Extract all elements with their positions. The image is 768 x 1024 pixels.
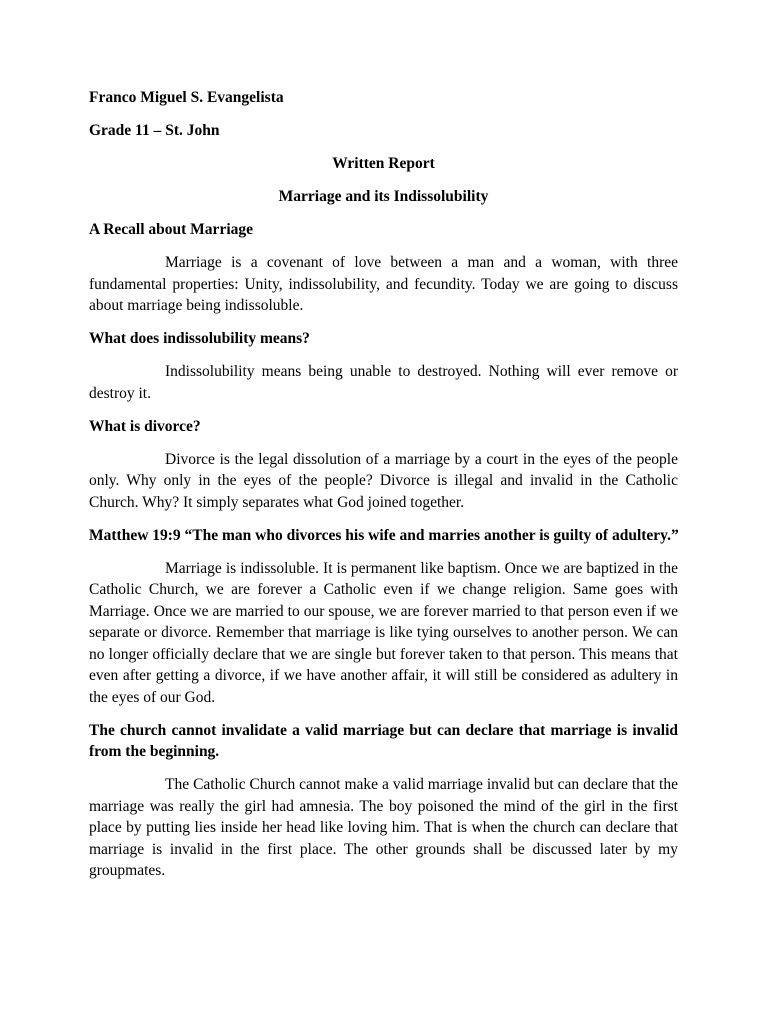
report-title: Marriage and its Indissolubility bbox=[278, 188, 489, 205]
section-heading-church-invalidate: The church cannot invalidate a valid marriage but can declare that marriage is invalid from the beginning. bbox=[89, 721, 678, 760]
author-name: Franco Miguel S. Evangelista bbox=[89, 89, 284, 106]
paragraph-marriage-indissoluble: Marriage is indissoluble. It is permanent like baptism. Once we are baptized in the Catholic Church, we are forever a Catholic even if we change religion. Same goes with Marriage. Once we are married to our spouse, we are forever married to that person even if we separate or divorce. Remember that marriage is like tying ourselves to another person. We can no longer officially declare that we are single but forever taken to that person. This means that even after getting a divorce, if we have another affair, it will still be considered as adultery in the eyes of our God. bbox=[89, 559, 678, 706]
paragraph-what-is-divorce: Divorce is the legal dissolution of a marriage by a court in the eyes of the people only. Why only in the eyes of the people? Divorce is illegal and invalid in the Catholic Church. Why? It simply separates what God joined together. bbox=[89, 450, 678, 511]
report-type-heading: Written Report bbox=[332, 155, 435, 172]
section-heading-indissolubility-meaning: What does indissolubility means? bbox=[89, 330, 310, 347]
document-content bbox=[89, 87, 678, 893]
paragraph-indissolubility-meaning: Indissolubility means being unable to destroyed. Nothing will ever remove or destroy it. bbox=[89, 363, 678, 402]
scripture-quote-heading: Matthew 19:9 “The man who divorces his wife and marries another is guilty of adultery.” bbox=[89, 526, 679, 544]
section-heading-recall-marriage: A Recall about Marriage bbox=[89, 221, 254, 238]
grade-section-line: Grade 11 – St. John bbox=[89, 122, 220, 139]
paragraph-recall-marriage: Marriage is a covenant of love between a man and a woman, with three fundamental properties: Unity, indissolubility, and fecundity. Today we are going to discuss about marriage being indissoluble. bbox=[89, 254, 678, 314]
paragraph-church-invalidate: The Catholic Church cannot make a valid marriage invalid but can declare that the marriage was really the girl had amnesia. The boy poisoned the mind of the girl in the first place by putting lies inside her head like loving him. That is when the church can declare that marriage is invalid in the first place. The other grounds shall be discussed later by my groupmates. bbox=[89, 776, 678, 879]
section-heading-what-is-divorce: What is divorce? bbox=[89, 417, 201, 435]
